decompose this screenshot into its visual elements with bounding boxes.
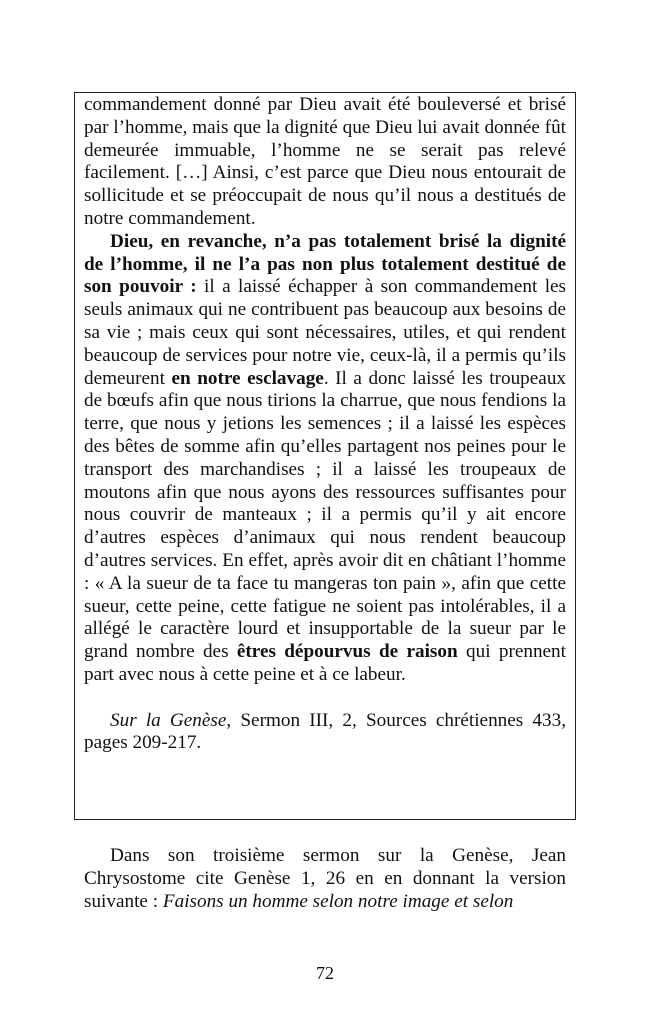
citation-rest: , Sermon III, 2, Sources chrétiennes 433, pages 209-217. [84, 709, 566, 754]
quote-paragraph-1: commandement donné par Dieu avait été bouleversé et brisé par l’homme, mais que la dignité que Dieu lui avait donnée fût demeurée immuable, l’homme ne se serait pas relevé facilement. […] Ainsi, c’est parce que Dieu nous entourait de sollicitude et se préoccupait de nous qu’il nous a destitués de notre commandement. [84, 94, 566, 229]
quotation-box [74, 92, 576, 820]
body-paragraph [84, 845, 566, 913]
bold-phrase-raison: êtres dépourvus de raison [236, 641, 458, 663]
quote-paragraph-2 [84, 231, 566, 687]
bold-phrase-esclavage: en notre esclavage [171, 367, 324, 389]
body-italic-quote: Faisons un homme selon notre image et selon [162, 890, 514, 912]
body-lead: Dans son troisième sermon sur la Genèse, Jean Chrysostome cite Genèse 1, 26 en en donnant la version suivante : [84, 845, 566, 912]
bold-intro: Dieu, en revanche, n’a pas totalement brisé la dignité de l’homme, il ne l’a pas non plus totalement destitué de son pouvoir : [84, 230, 566, 298]
body-text [84, 845, 566, 913]
quote-text-a: il a laissé échapper à son commandement les seuls animaux qui ne contribuent pas beaucoup aux besoins de sa vie ; mais ceux qui sont nécessaires, utiles, et qui rendent beaucoup de services pour notre vie, ceux-là, il a permis qu’ils demeurent [84, 276, 567, 389]
source-citation [84, 710, 566, 756]
citation-title: Sur la Genèse [110, 709, 227, 731]
quote-text-c: qui prennent part avec nous à cette peine et à ce labeur. [84, 641, 566, 685]
page-number: 72 [316, 963, 334, 983]
paragraph-spacer [84, 687, 566, 710]
quote-text-b: . Il a donc laissé les troupeaux de bœufs afin que nous tirions la charrue, que nous fendions la terre, que nous y jetions les semences ; il a laissé les espèces des bêtes de somme afin qu’elles partagent nos peines pour le transport des marchandises ; il a laissé les troupeaux de moutons afin que nous ayons des ressources suffisantes pour nous couvrir de manteaux ; il a permis qu’il y ait encore d’autres espèces d’animaux qui nous rendent beaucoup d’autres services. En effet, après avoir dit en châtiant l’homme : « A la sueur de ta face tu mangeras ton pain », afin que cette sueur, cette peine, cette fatigue ne soient pas intolérables, il a allégé le caractère lourd et insupportable de la sueur par le grand nombre des [84, 367, 567, 663]
